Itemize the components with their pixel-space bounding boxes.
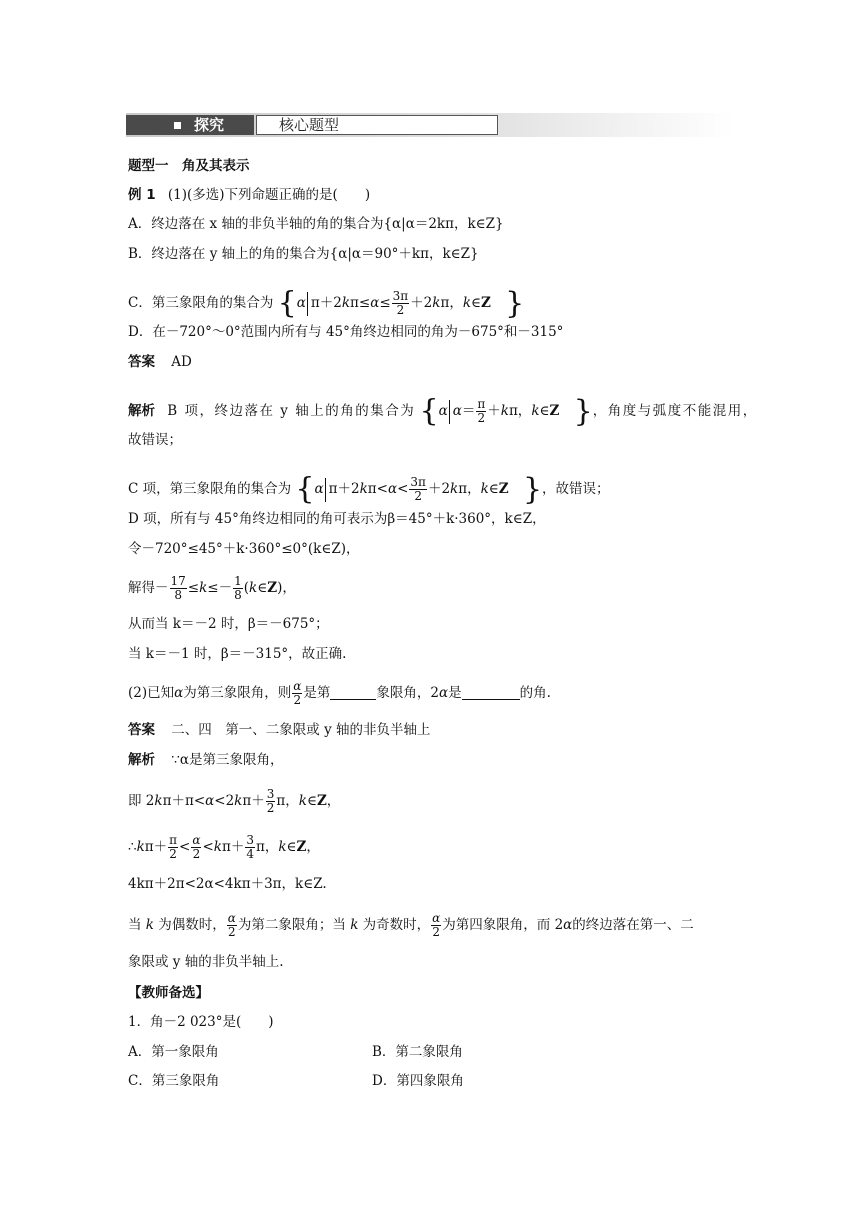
- analysis-c-text-1: C 项，第三象限角的集合为: [128, 481, 292, 497]
- answer-label: 答案: [128, 722, 155, 738]
- analysis-b-text-1: B 项，终边落在 y 轴上的角的集合为: [167, 403, 416, 419]
- right-brace-icon: }: [573, 393, 593, 429]
- analysis-b-text-2: ，角度与弧度不能混用，: [592, 403, 758, 419]
- set-var: α: [296, 295, 306, 311]
- answer-value: 二、四 第一、二象限或 y 轴的非负半轴上: [171, 722, 431, 738]
- analysis-2-line-3: ∴kπ＋ $\frac{\pi}{2}$ < $\frac{\alpha}{2}$ <kπ＋ $\frac{3}{4}$ π，k∈Z，: [128, 833, 320, 861]
- option-d: D．在－720°～0°范围内所有与 45°角终边相同的角为－675°和－315°: [128, 324, 564, 340]
- answer-1: [128, 352, 192, 372]
- question-2: (2)已知α为第三象限角，则 $\frac{\alpha}{2}$ 是第 象限角，2α是 的角.: [128, 679, 551, 707]
- right-brace-icon: }: [522, 471, 543, 507]
- left-brace-icon: {: [419, 393, 439, 429]
- section-banner: [126, 113, 734, 137]
- teacher-option-c: C．第三象限角: [128, 1073, 220, 1089]
- square-bullet-icon: [174, 122, 181, 129]
- analysis-2-line-1: [128, 750, 284, 770]
- left-brace-icon: {: [295, 471, 315, 507]
- example-stem: [128, 185, 370, 205]
- analysis-b-line: 解析 B 项，终边落在 y 轴上的角的集合为 {α α＝ $\frac{\pi}{2}$ ＋kπ，k∈Z }，角度与弧度不能混用，: [128, 393, 758, 429]
- analysis-label: 解析: [128, 403, 155, 419]
- left-brace-icon: {: [277, 285, 297, 321]
- analysis-b-text-3: 故错误；: [128, 432, 182, 448]
- analysis-2-line-6: 象限或 y 轴的非负半轴上.: [128, 954, 284, 970]
- banner-left-label: 探究: [194, 116, 225, 134]
- analysis-2-text-1: ∵α是第三象限角，: [171, 752, 284, 768]
- analysis-d-inequality: 令－720°≤45°＋k·360°≤0°(k∈Z)，: [128, 541, 360, 557]
- analysis-label: 解析: [128, 752, 155, 768]
- option-c-prefix: C．第三象限角的集合为: [128, 295, 274, 311]
- banner-dark-tab: [126, 115, 254, 135]
- teacher-option-a: A．第一象限角: [128, 1044, 219, 1060]
- right-brace-icon: }: [505, 285, 525, 321]
- analysis-2-line-2: 即 2kπ＋π<α<2kπ＋ $\frac{3}{2}$ π，k∈Z，: [128, 787, 341, 815]
- analysis-d-k-minus-2: 从而当 k＝－2 时，β＝－675°；: [128, 616, 329, 632]
- banner-right-label: 核心题型: [279, 116, 340, 134]
- teacher-option-b: B．第二象限角: [372, 1044, 463, 1060]
- teacher-question: 1．角－2 023°是( ): [128, 1014, 274, 1030]
- option-a: A．终边落在 x 轴的非负半轴的角的集合为{α|α＝2kπ，k∈Z}: [128, 216, 504, 232]
- fraction: $\frac{3\pi}{2}$: [392, 289, 409, 317]
- analysis-d-solve: 解得－ $\frac{17}{8}$ ≤k≤－ $\frac{1}{8}$ (k∈Z)，: [128, 574, 296, 602]
- example-stem-text: (1)(多选)下列命题正确的是( ): [167, 187, 371, 203]
- banner-light-tab: [256, 115, 498, 135]
- analysis-c-text-2: ，故错误；: [542, 481, 610, 497]
- option-c: C．第三象限角的集合为 {α π＋2kπ≤α≤ $\frac{3\pi}{2}$ ＋2kπ，k∈Z }: [128, 285, 525, 321]
- analysis-d-text: D 项，所有与 45°角终边相同的角可表示为β＝45°＋k·360°，k∈Z，: [128, 511, 546, 527]
- section-heading: 题型一 角及其表示: [128, 158, 250, 174]
- set-bar: [307, 292, 308, 316]
- analysis-d-k-minus-1: 当 k＝－1 时，β＝－315°，故正确.: [128, 646, 347, 662]
- teacher-option-d: D．第四象限角: [372, 1073, 464, 1089]
- example-label: 例 1: [128, 187, 156, 203]
- answer-value: AD: [171, 354, 192, 370]
- answer-label: 答案: [128, 354, 155, 370]
- analysis-2-line-5: 当 k 为偶数时， $\frac{\alpha}{2}$ 为第二象限角；当 k 为奇数时， $\frac{\alpha}{2}$ 为第四象限角，而 2α的终边落在第一、二: [128, 911, 694, 939]
- analysis-c-line: C 项，第三象限角的集合为 {α π＋2kπ<α< $\frac{3\pi}{2}$ ＋2kπ，k∈Z }，故错误；: [128, 471, 610, 507]
- answer-2: [128, 720, 431, 740]
- option-b: B．终边落在 y 轴上的角的集合为{α|α＝90°＋kπ，k∈Z}: [128, 246, 479, 262]
- analysis-2-line-4: 4kπ＋2π<2α<4kπ＋3π，k∈Z.: [128, 876, 327, 892]
- teacher-section-title: 【教师备选】: [128, 985, 209, 1001]
